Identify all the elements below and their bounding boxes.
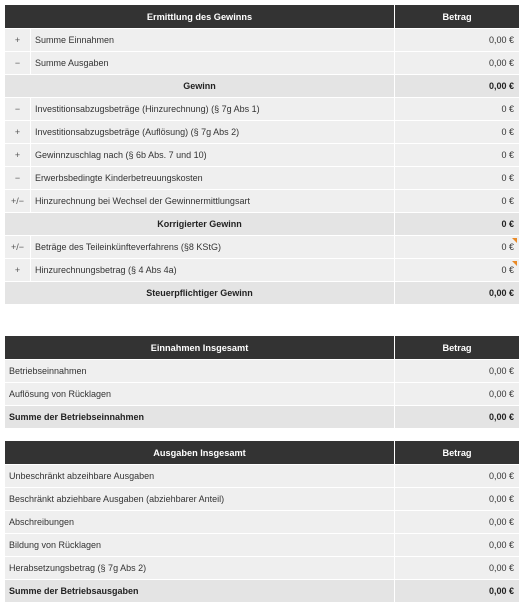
row-label: Gewinnzuschlag nach (§ 6b Abs. 7 und 10)	[31, 144, 395, 167]
row-sign: −	[5, 98, 31, 121]
row-label: Auflösung von Rücklagen	[5, 383, 395, 406]
korrigierter-gewinn-value: 0 €	[395, 213, 520, 236]
steuerpflichtiger-gewinn-row	[5, 282, 520, 305]
ausgaben-sum-value: 0,00 €	[395, 580, 520, 603]
row-sign: +	[5, 121, 31, 144]
row-label: Hinzurechnung bei Wechsel der Gewinnermittlungsart	[31, 190, 395, 213]
row-value[interactable]: 0,00 €	[395, 511, 520, 534]
table-row	[5, 52, 520, 75]
einnahmen-table-value-header: Betrag	[395, 336, 520, 360]
ausgaben-table-header	[5, 441, 520, 465]
einnahmen-table-header	[5, 336, 520, 360]
korrigierter-gewinn-label: Korrigierter Gewinn	[5, 213, 395, 236]
row-value-editable[interactable]: 0 €	[395, 259, 520, 282]
row-sign: +	[5, 144, 31, 167]
gewinn-label: Gewinn	[5, 75, 395, 98]
row-sign: +	[5, 259, 31, 282]
row-value[interactable]: 0,00 €	[395, 29, 520, 52]
gewinn-row	[5, 75, 520, 98]
table-row	[5, 465, 520, 488]
ausgaben-table-value-header: Betrag	[395, 441, 520, 465]
row-value[interactable]: 0 €	[395, 144, 520, 167]
row-value[interactable]: 0 €	[395, 121, 520, 144]
einnahmen-sum-row	[5, 406, 520, 429]
row-value[interactable]: 0 €	[395, 98, 520, 121]
table-row	[5, 383, 520, 406]
table-row	[5, 29, 520, 52]
row-label: Abschreibungen	[5, 511, 395, 534]
row-sign: +	[5, 29, 31, 52]
row-value[interactable]: 0 €	[395, 167, 520, 190]
table-row	[5, 259, 520, 282]
table-row	[5, 236, 520, 259]
row-value[interactable]: 0,00 €	[395, 557, 520, 580]
table-row	[5, 488, 520, 511]
row-sign: +/−	[5, 190, 31, 213]
table-row	[5, 557, 520, 580]
einnahmen-sum-label: Summe der Betriebseinnahmen	[5, 406, 395, 429]
row-sign: +/−	[5, 236, 31, 259]
row-value[interactable]: 0 €	[395, 190, 520, 213]
einnahmen-table-title: Einnahmen Insgesamt	[5, 336, 395, 360]
row-label: Unbeschränkt abzeihbare Ausgaben	[5, 465, 395, 488]
row-value[interactable]: 0,00 €	[395, 488, 520, 511]
row-value[interactable]: 0,00 €	[395, 383, 520, 406]
row-sign: −	[5, 52, 31, 75]
row-label: Beschränkt abziehbare Ausgaben (abziehbarer Anteil)	[5, 488, 395, 511]
row-label: Herabsetzungsbetrag (§ 7g Abs 2)	[5, 557, 395, 580]
row-value[interactable]: 0,00 €	[395, 465, 520, 488]
row-value[interactable]: 0,00 €	[395, 360, 520, 383]
row-label: Hinzurechnungsbetrag (§ 4 Abs 4a)	[31, 259, 395, 282]
row-label: Summe Ausgaben	[31, 52, 395, 75]
row-label: Summe Einnahmen	[31, 29, 395, 52]
table-row	[5, 511, 520, 534]
row-value-editable[interactable]: 0 €	[395, 236, 520, 259]
row-label: Investitionsabzugsbeträge (Auflösung) (§ 7g Abs 2)	[31, 121, 395, 144]
gewinn-table-header	[5, 5, 520, 29]
steuerpflichtiger-gewinn-value: 0,00 €	[395, 282, 520, 305]
row-label: Erwerbsbedingte Kinderbetreuungskosten	[31, 167, 395, 190]
row-label: Beträge des Teileinkünfteverfahrens (§8 KStG)	[31, 236, 395, 259]
gewinn-table-title: Ermittlung des Gewinns	[5, 5, 395, 29]
row-label: Bildung von Rücklagen	[5, 534, 395, 557]
table-row	[5, 167, 520, 190]
row-sign: −	[5, 167, 31, 190]
einnahmen-sum-value: 0,00 €	[395, 406, 520, 429]
gewinn-table	[5, 5, 520, 305]
table-row	[5, 98, 520, 121]
ausgaben-sum-label: Summe der Betriebsausgaben	[5, 580, 395, 603]
row-label: Betriebseinnahmen	[5, 360, 395, 383]
row-value[interactable]: 0,00 €	[395, 52, 520, 75]
table-row	[5, 360, 520, 383]
table-row	[5, 121, 520, 144]
row-value[interactable]: 0,00 €	[395, 534, 520, 557]
steuerpflichtiger-gewinn-label: Steuerpflichtiger Gewinn	[5, 282, 395, 305]
gewinn-table-value-header: Betrag	[395, 5, 520, 29]
korrigierter-gewinn-row	[5, 213, 520, 236]
table-row	[5, 144, 520, 167]
table-row	[5, 534, 520, 557]
ausgaben-table-title: Ausgaben Insgesamt	[5, 441, 395, 465]
einnahmen-table	[5, 336, 520, 429]
row-label: Investitionsabzugsbeträge (Hinzurechnung) (§ 7g Abs 1)	[31, 98, 395, 121]
gewinn-value: 0,00 €	[395, 75, 520, 98]
ausgaben-table	[5, 441, 520, 603]
table-row	[5, 190, 520, 213]
